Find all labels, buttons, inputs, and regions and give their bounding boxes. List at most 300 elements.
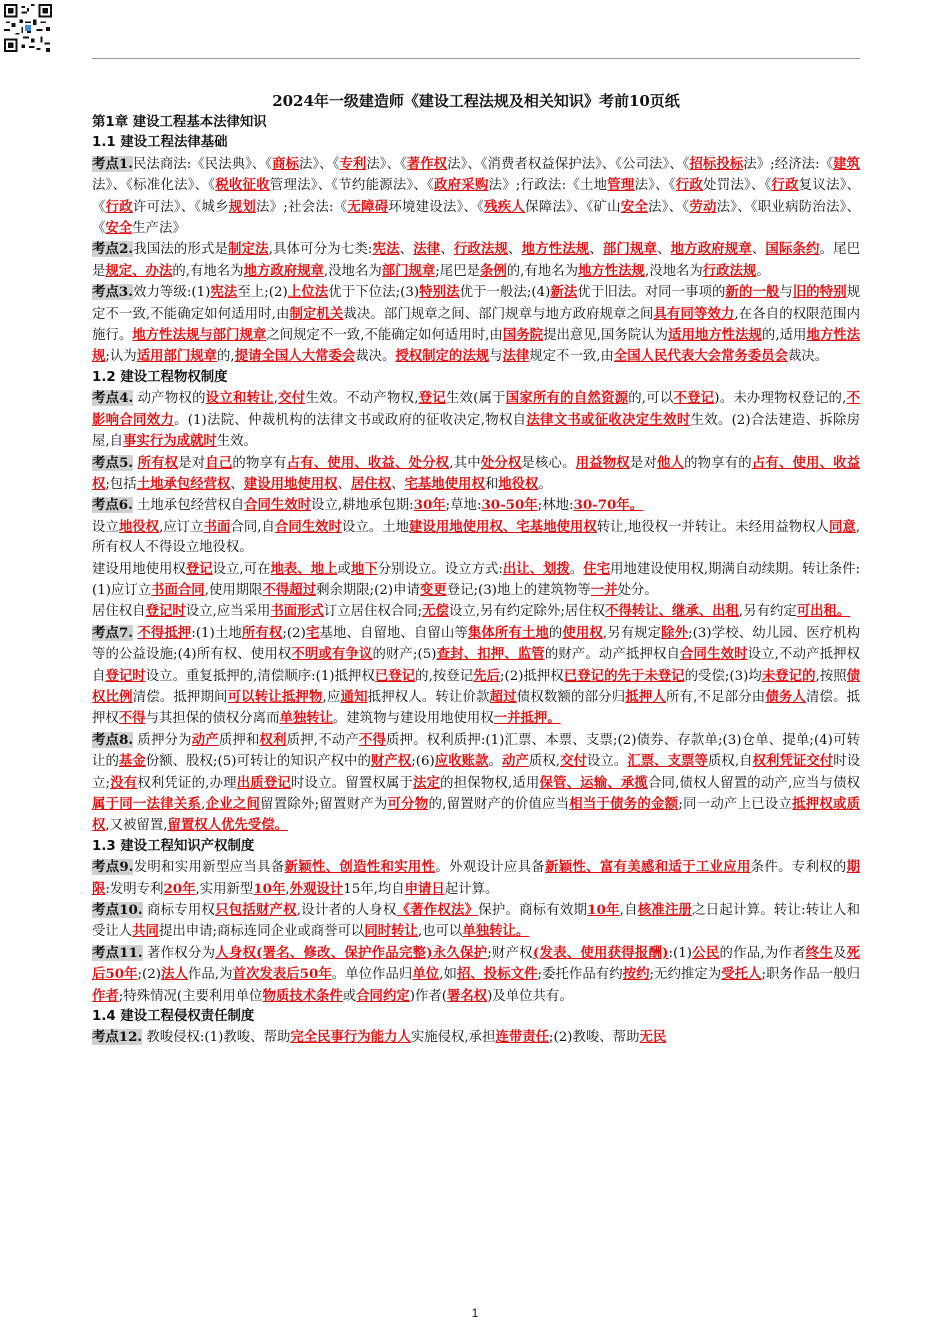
key-term: 债权比例 xyxy=(92,667,861,705)
text-run: ;(3)学校、幼儿园、医疗机构等的公益设施;(4)所有权、使用权 xyxy=(92,625,861,663)
text-run: 清偿。抵押权 xyxy=(92,689,861,727)
text-run: 转让,地役权一并转让。未经用益物权人 xyxy=(596,519,829,535)
section-heading: 1.3 建设工程知识产权制度 xyxy=(92,838,255,854)
key-term: 土地承包经营权 xyxy=(136,475,231,492)
key-term: 汇票、支票等 xyxy=(627,753,708,770)
text-run: 生效(属于 xyxy=(445,391,506,407)
paragraph xyxy=(92,495,860,516)
key-term: 地方政府规章 xyxy=(670,241,752,258)
key-term: 法律文书或征收决定生效时 xyxy=(526,411,691,428)
key-term: (发表、使用获得报酬) xyxy=(532,944,669,961)
key-term: 书面 xyxy=(203,518,231,535)
text-run: 质押。权利质押:(1)汇票、本票、支票;(2)债券、存款单;(3)仓单、提单;(4)可转让的 xyxy=(92,732,861,770)
key-term: 建筑 xyxy=(833,155,860,172)
key-term: 不得 xyxy=(118,710,146,727)
document-title: 2024年一级建造师《建设工程法规及相关知识》考前10页纸 xyxy=(272,92,680,110)
text-run: 设立,耕地承包期: xyxy=(311,498,414,514)
key-term: 残疾人 xyxy=(484,198,526,215)
text-run: 合同,债权人留置的动产,应当与债权 xyxy=(647,775,861,791)
key-term: 适用地方性法规 xyxy=(668,327,762,344)
text-run: 优于下位法;(3) xyxy=(328,285,420,301)
text-run: 登记;(3)地上的建筑物等 xyxy=(446,582,591,598)
text-run: 的,留置财产的价值应当 xyxy=(428,797,570,812)
paragraph xyxy=(92,559,860,602)
key-term: 新的一般 xyxy=(725,284,780,301)
key-term: 宅基地使用权 xyxy=(404,475,485,492)
text-run: ,所有权人不得设立地役权。 xyxy=(92,519,861,556)
key-term: 招标投标 xyxy=(689,155,744,172)
key-term: 无偿 xyxy=(422,603,449,620)
text-run: 质权,自 xyxy=(707,754,753,770)
key-term: 占有、使用、收益权 xyxy=(92,454,861,492)
text-run: ;认为 xyxy=(105,349,137,365)
text-run: ,又被留置, xyxy=(105,818,168,834)
key-term: 留置权人优先受偿。 xyxy=(167,817,288,834)
key-term: 法人 xyxy=(161,966,188,983)
text-run: 起计算。 xyxy=(444,881,499,897)
key-term: 申请日 xyxy=(404,880,445,897)
text-run: 设立,另有约定除外;居住权 xyxy=(448,604,606,620)
key-term: 债务人 xyxy=(765,688,806,705)
key-term: 行政 xyxy=(105,198,133,215)
key-term: 动产 xyxy=(502,753,529,770)
key-term: 抵押权或质权 xyxy=(92,796,861,834)
point-label: 考点2. xyxy=(92,241,134,258)
text-run: 。尾巴是 xyxy=(92,242,861,279)
key-term: 保管、运输、承揽 xyxy=(539,774,648,791)
text-run: 提出意见,国务院认为 xyxy=(543,328,669,344)
key-term: 上位法 xyxy=(287,284,329,301)
text-run: 用地建设使用权,期满自动续期。转让条件:(1)应订立 xyxy=(92,561,861,598)
key-term: 他人 xyxy=(656,454,685,471)
key-term: 规划 xyxy=(228,198,257,215)
document-body xyxy=(92,90,860,1049)
text-run: 裁决。部门规章之间、部门规章与地方政府规章之间 xyxy=(343,306,654,322)
text-run: 生效。 xyxy=(216,434,257,450)
key-term: 同时转让 xyxy=(364,923,418,940)
key-term: 部门规章 xyxy=(602,241,658,258)
paragraph xyxy=(92,730,860,837)
text-run: 优于旧法。对同一事项的 xyxy=(577,285,726,301)
key-term: 行政 xyxy=(675,177,704,194)
key-term: 10年 xyxy=(253,880,286,897)
text-run: ,实用新型 xyxy=(195,881,254,897)
key-term: 死后50年 xyxy=(92,944,861,983)
key-term: 居住权 xyxy=(350,475,392,492)
point-label: 考点11. xyxy=(92,944,143,961)
text-run: 裁决。 xyxy=(355,349,396,365)
key-term: 登记 xyxy=(418,390,446,407)
key-term: 合同生效时 xyxy=(680,646,748,663)
text-run: 法》、《 xyxy=(648,199,690,215)
paragraph xyxy=(92,900,860,943)
key-term: 30-50年 xyxy=(481,497,538,514)
text-run: 。外观设计应具备 xyxy=(435,860,546,876)
key-term: 抵押人 xyxy=(625,688,666,705)
text-run: 基地、自留地、自留山等 xyxy=(319,625,468,641)
text-run: 。 xyxy=(488,754,502,770)
text-run: ,使用期限 xyxy=(204,582,263,598)
key-term: 地役权 xyxy=(498,475,539,492)
key-term: 属于同一法律关系 xyxy=(92,796,202,812)
key-term: 设立和转让 xyxy=(205,390,274,407)
key-term: 地表、地上 xyxy=(270,560,338,577)
text-run: 法》;社会法:《 xyxy=(256,199,348,215)
key-term: 合同生效时 xyxy=(244,497,312,514)
paragraph xyxy=(92,1027,860,1048)
key-term: 著作权 xyxy=(406,155,448,172)
key-term: 地方性法规 xyxy=(577,262,645,279)
text-run: ;(6) xyxy=(411,754,435,770)
text-run: 所有,不足部分由 xyxy=(665,689,766,705)
key-term: 外观设计 xyxy=(289,880,344,897)
text-run: 的,适用 xyxy=(761,328,807,344)
text-run: 保障法》、《矿山 xyxy=(525,199,621,215)
text-run: 时设立; xyxy=(92,754,861,791)
text-run: 保护。商标有效期 xyxy=(478,903,588,919)
text-run: 的财产。动产抵押权自 xyxy=(544,647,681,663)
text-run: 是对 xyxy=(629,455,657,471)
key-term: 相当于债务的金额 xyxy=(569,796,679,812)
point-label: 考点9. xyxy=(92,859,134,876)
key-term: 合同生效时 xyxy=(274,518,342,535)
text-run: ;草地: xyxy=(445,498,482,514)
text-run: 动产物权的 xyxy=(133,391,206,407)
key-term: 行政 xyxy=(771,177,799,194)
text-run: ,应订立 xyxy=(159,519,204,535)
text-run: ,另有规定 xyxy=(602,625,662,641)
header-rule xyxy=(92,58,860,59)
key-term: 通知 xyxy=(340,688,368,705)
key-term: 法律 xyxy=(413,241,441,258)
paragraph xyxy=(92,282,860,368)
text-run: ;林地: xyxy=(537,498,574,514)
text-run: 法》、《消费者权益保护法》、《公司法》、《 xyxy=(447,156,690,172)
text-run: 的,可以 xyxy=(628,391,674,407)
text-run: 留置除外;留置财产为 xyxy=(260,797,388,812)
point-label: 考点10. xyxy=(92,902,143,919)
text-run: 、 xyxy=(337,476,351,492)
text-run: 的担保物权,适用 xyxy=(440,775,540,791)
text-run: 许可法》、《城乡 xyxy=(132,199,229,215)
key-term: 行政法规 xyxy=(453,241,509,258)
key-term: 没有 xyxy=(110,774,138,791)
text-run: ;(2)抵押权 xyxy=(500,668,564,684)
key-term: 连带责任 xyxy=(495,1029,550,1046)
key-term: 30-70年。 xyxy=(573,497,644,514)
text-run: 提出申请;商标连同企业或商誉可以 xyxy=(158,924,365,940)
key-term: 国家所有的自然资源 xyxy=(505,390,629,407)
key-term: 可分物 xyxy=(387,796,429,812)
paragraph xyxy=(92,857,860,900)
key-term: 专利 xyxy=(339,155,367,172)
key-term: 登记时 xyxy=(145,603,186,620)
text-run: 的作品,为作者 xyxy=(719,945,806,961)
text-run: 土地承包经营权自 xyxy=(132,498,245,514)
key-term: 新法 xyxy=(550,284,578,301)
text-run: 设立。土地 xyxy=(341,519,410,535)
key-term: 合同约定 xyxy=(356,987,410,1004)
key-term: 法律 xyxy=(502,348,530,365)
key-term: 权利凭证交付 xyxy=(752,753,834,770)
key-term: 使用权 xyxy=(562,624,603,641)
text-run: 的,有地名为 xyxy=(506,263,578,279)
key-term: 同意 xyxy=(828,518,856,535)
key-term: 登记 xyxy=(185,560,213,577)
key-term: 期限 xyxy=(92,859,861,897)
point-label: 考点4. xyxy=(92,390,134,407)
text-run: 分别设立。设立方式: xyxy=(377,561,503,577)
text-run: , xyxy=(273,391,278,407)
key-term: 所有权 xyxy=(137,454,179,471)
text-run: 设立。 xyxy=(586,754,628,770)
text-run: 、 xyxy=(751,242,766,258)
text-run: 。 xyxy=(538,476,552,492)
text-run: 的物享有的 xyxy=(684,455,752,471)
key-term: 用益物权 xyxy=(575,454,630,471)
text-run: ;无约推定为 xyxy=(649,967,722,983)
text-run: , xyxy=(285,881,290,897)
paragraph xyxy=(92,601,860,622)
text-run: :(1) xyxy=(668,945,692,961)
key-term: 部门规章 xyxy=(381,262,436,279)
text-run: 的,按登记 xyxy=(415,668,474,684)
key-term: 交付 xyxy=(277,390,306,407)
text-run: ,也可以 xyxy=(417,924,463,940)
text-run: 设立,可在 xyxy=(212,561,271,577)
text-run: 是对 xyxy=(178,455,206,471)
text-run: 教唆侵权:(1)教唆、帮助 xyxy=(142,1030,291,1046)
text-run: 实施侵权,承担 xyxy=(410,1030,496,1046)
text-run: 优于一般法;(4) xyxy=(459,285,551,301)
text-run: 设立,不动产抵押权自 xyxy=(92,647,861,684)
key-term: 超过 xyxy=(489,688,517,705)
key-term: 国际条约 xyxy=(765,241,820,258)
key-term: 30年 xyxy=(413,497,446,514)
key-term: 税收征收 xyxy=(215,177,270,194)
key-term: 交付 xyxy=(560,753,587,770)
text-run: 至上;(2) xyxy=(237,285,288,301)
key-term: 处分权 xyxy=(480,454,522,471)
text-run: 之间规定不一致,不能确定如何适用时,由 xyxy=(266,328,503,344)
key-term: 商标 xyxy=(272,155,300,172)
key-term: 具有同等效力 xyxy=(653,305,735,322)
text-run: )及单位共有。 xyxy=(487,988,573,1004)
key-term: 可以转让抵押物 xyxy=(227,688,323,705)
key-term: 劳动 xyxy=(689,198,717,215)
section-heading: 1.2 建设工程物权制度 xyxy=(92,369,228,385)
key-term: 按约 xyxy=(622,966,650,983)
qr-code xyxy=(4,4,52,52)
key-term: 核准注册 xyxy=(637,902,693,919)
key-term: 授权制定的法规 xyxy=(395,348,490,365)
key-term: 不得 xyxy=(358,731,387,748)
section-heading: 1.1 建设工程法律基础 xyxy=(92,135,228,151)
text-run: 规定不一致,不能确定如何适用时,由 xyxy=(92,285,861,322)
key-term: 住宅 xyxy=(583,560,611,577)
key-term: 动产 xyxy=(191,731,219,748)
text-run: ,在各自的权限范围内施行。 xyxy=(92,306,861,344)
text-run: 。单位作品归 xyxy=(331,967,413,983)
paragraph xyxy=(92,623,860,730)
key-term: 出让、划拨 xyxy=(502,560,570,577)
key-term: 行政法规 xyxy=(702,262,757,279)
text-run: )。未办理物权登记的, xyxy=(714,391,847,407)
key-term: 企业之间 xyxy=(205,796,261,812)
text-run: 复议法》、《 xyxy=(92,178,861,215)
key-term: 无民 xyxy=(639,1029,667,1046)
text-run: :(1)土地 xyxy=(191,625,242,641)
key-term: 单独转让。 xyxy=(462,923,530,940)
key-term: 应收账款 xyxy=(434,753,489,770)
point-label: 考点5. xyxy=(92,454,134,471)
key-term: 集体所有土地 xyxy=(467,624,549,641)
text-run: 、 xyxy=(508,242,522,258)
key-term: 提请全国人大常委会 xyxy=(234,348,356,365)
key-term: 查封、扣押、监管 xyxy=(436,646,545,663)
text-run: 之日起计算。转让:转让人和受让人 xyxy=(92,903,861,940)
text-run: 份额、股权;(5)可转让的知识产权中的 xyxy=(145,754,371,770)
key-term: 书面合同 xyxy=(151,581,205,598)
text-run: 质押,不动产 xyxy=(286,732,359,748)
key-term: 只包括财产权 xyxy=(215,902,297,919)
text-run: 作品,为 xyxy=(187,967,233,983)
text-run: ;委托作品有约 xyxy=(537,967,623,983)
text-run: 订立居住权合同; xyxy=(323,604,423,620)
key-term: 未登记的 xyxy=(761,667,816,684)
text-run: 的物享有 xyxy=(232,455,287,471)
text-run: 法》;经济法:《 xyxy=(743,156,834,172)
text-run: 的,有地名为 xyxy=(172,263,244,279)
text-run: 规定不一致,由 xyxy=(529,349,614,365)
text-run: 裁决。 xyxy=(787,349,829,365)
key-term: 地方性法规 xyxy=(92,327,861,365)
paragraph xyxy=(92,154,860,240)
text-run: 质权, xyxy=(528,754,561,770)
text-run: 、 xyxy=(391,476,405,492)
text-run: ,没地名为 xyxy=(644,263,703,279)
text-run: 。 xyxy=(756,263,770,279)
text-run: 法》、《 xyxy=(366,156,407,172)
key-term: 适用部门规章 xyxy=(136,348,218,365)
text-run: 与 xyxy=(779,285,793,301)
key-term: 不得抵押 xyxy=(137,624,192,641)
text-run: ,如 xyxy=(439,967,457,983)
text-run: ,其中 xyxy=(449,455,481,471)
key-term: 宅 xyxy=(305,624,320,641)
key-term: 建设用地使用权 xyxy=(243,475,338,492)
section-heading: 1.4 建设工程侵权责任制度 xyxy=(92,1009,255,1025)
text-run: 。建筑物与建设用地使用权 xyxy=(333,711,494,727)
text-run: 。(1)法院、仲裁机构的法律文书或政府的征收决定,物权自 xyxy=(174,412,527,428)
key-term: 特别法 xyxy=(419,284,460,301)
text-run: ;尾巴是 xyxy=(435,263,480,279)
text-run: 处分。 xyxy=(617,582,658,598)
key-term: 条例 xyxy=(479,262,507,279)
page-number: 1 xyxy=(471,1306,479,1320)
key-term: 出质登记 xyxy=(236,774,291,791)
key-term: 宪法 xyxy=(210,284,238,301)
text-run: )作者( xyxy=(409,988,447,1004)
key-term: 不得超过 xyxy=(262,581,317,598)
key-term: 可出租。 xyxy=(796,603,851,620)
text-run: 法》、《 xyxy=(634,178,676,194)
text-run: 发明和实用新型应当具备 xyxy=(133,860,285,876)
text-run: 、 xyxy=(230,476,244,492)
text-run: 时设立。留置权属于 xyxy=(290,775,414,791)
key-term: 事实行为成就时 xyxy=(123,433,217,450)
text-run: ,应 xyxy=(322,689,341,705)
text-run: 法》、《职业病防治法》、《 xyxy=(92,199,860,237)
key-term: 完全民事行为能力人 xyxy=(290,1029,411,1046)
key-term: 不登记 xyxy=(673,390,715,407)
key-term: 人身权(署名、修改、保护作品完整)永久保护 xyxy=(215,944,488,961)
text-run: ;财产权 xyxy=(487,945,533,961)
key-term: 书面形式 xyxy=(270,603,324,620)
key-term: 一并抵押。 xyxy=(493,710,561,727)
text-run: ;(2) xyxy=(282,625,306,641)
text-run: 法》;行政法:《土地 xyxy=(488,178,608,194)
text-run: ,按照 xyxy=(815,668,847,684)
key-term: 财产权 xyxy=(370,753,412,770)
point-label: 考点6. xyxy=(92,497,133,514)
paragraph xyxy=(92,388,860,452)
key-term: 地下 xyxy=(350,560,378,577)
key-term: 基金 xyxy=(118,753,146,770)
key-term: 公民 xyxy=(691,944,720,961)
point-label: 考点3. xyxy=(92,284,133,301)
text-run: 质押分为 xyxy=(133,732,192,748)
text-run: 。 xyxy=(569,561,584,577)
text-run: 、 xyxy=(399,242,414,258)
text-run: 15年,均自 xyxy=(343,881,405,897)
text-run: 合同,自 xyxy=(230,519,275,535)
content-blocks xyxy=(92,133,860,1048)
text-run: 商标专用权 xyxy=(142,903,216,919)
text-run: 生效。不动产物权, xyxy=(305,391,419,407)
key-term: 新颖性、创造性和实用性 xyxy=(284,859,436,876)
point-label: 考点1. xyxy=(92,155,133,172)
text-run: ,自 xyxy=(619,903,638,919)
key-term: 权利 xyxy=(259,731,287,748)
text-run: ;同一动产上已设立 xyxy=(678,797,793,812)
text-run: 及 xyxy=(833,945,847,961)
key-term: 不明或有争议 xyxy=(291,646,373,663)
text-run: 的财产;(5) xyxy=(372,647,437,663)
key-term: 招、投标文件 xyxy=(456,966,538,983)
key-term: 全国人民代表大会常务委员会 xyxy=(613,348,788,365)
text-run: , xyxy=(201,797,206,812)
text-run: 抵押权人。转让价款 xyxy=(367,689,490,705)
key-term: 安全 xyxy=(620,198,649,215)
key-term: 单独转让 xyxy=(279,710,334,727)
key-term: 地方性法规 xyxy=(521,241,590,258)
text-run: 是核心。 xyxy=(521,455,576,471)
paragraph xyxy=(92,453,860,496)
text-run: 的受偿;(3)均 xyxy=(684,668,762,684)
text-run: ;职务作品一般归 xyxy=(761,967,861,983)
text-run: 或 xyxy=(337,561,351,577)
key-term: 自己 xyxy=(205,454,233,471)
key-term: 新颖性、富有美感和适于工业应用 xyxy=(545,859,751,876)
key-term: 制定机关 xyxy=(289,305,344,322)
text-run: ,没地名为 xyxy=(323,263,382,279)
text-run: 生产法》 xyxy=(132,221,186,237)
key-term: 除外 xyxy=(661,624,689,641)
key-term: 首次发表后50年 xyxy=(232,966,332,983)
key-term: 旧的特别 xyxy=(792,284,847,301)
text-run: 债权数额的部分归 xyxy=(516,689,626,705)
